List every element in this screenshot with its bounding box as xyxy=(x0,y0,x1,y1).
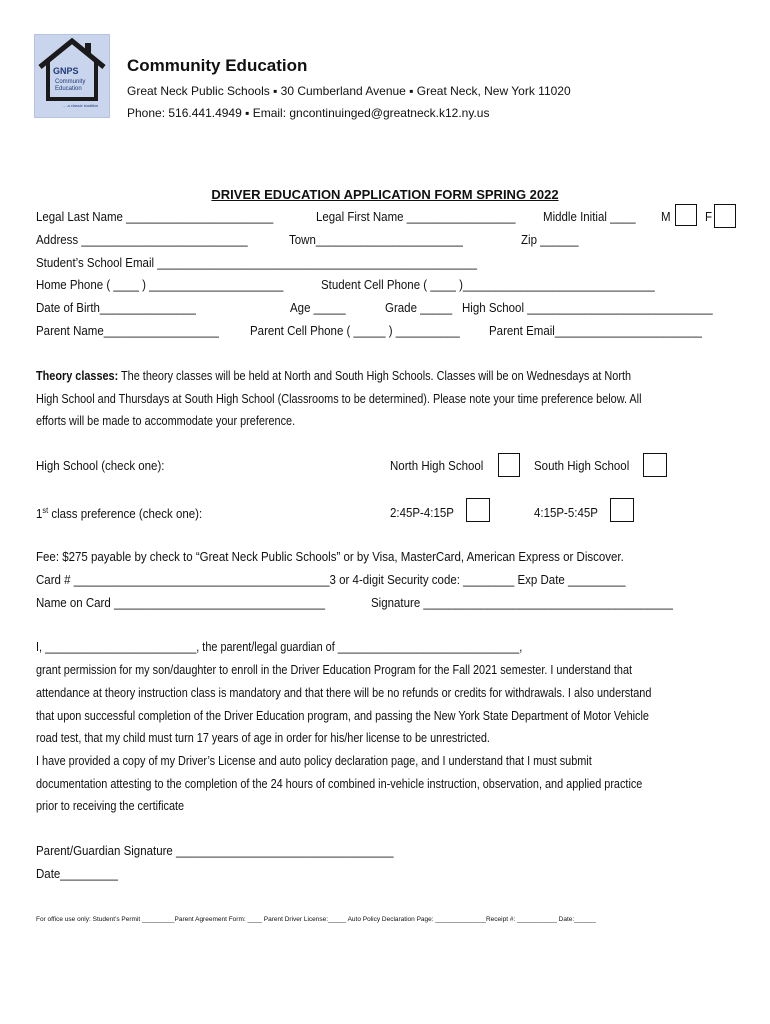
card-number-field[interactable]: Card # ________________________________________3 or 4-digit Security code: ________ Exp Date _________ xyxy=(36,573,626,587)
office-use-line: For office use only: Student’s Permit _________Parent Agreement Form: ____ Parent Driver License:_____ Auto Policy Declaration Page: ______________Receipt #: ___________ Date:______ xyxy=(36,916,596,923)
org-contact: Phone: 516.441.4949 ▪ Email: gncontinuinged@greatneck.k12.ny.us xyxy=(127,106,490,120)
parent-name-field[interactable]: Parent Name__________________ xyxy=(36,324,219,338)
south-high-label: South High School xyxy=(534,459,630,473)
consent-line-2: grant permission for my son/daughter to enroll in the Driver Education Program for the Fall 2021 semester. I understand that xyxy=(36,663,633,677)
theory-line-2: High School and Thursdays at South High School (Classrooms to be determined). Please note your time preference below. All xyxy=(36,392,642,406)
zip-field[interactable]: Zip ______ xyxy=(521,233,579,247)
theory-line-1 xyxy=(36,369,706,383)
consent-line-4: that upon successful completion of the Driver Education program, and passing the New York State Department of Motor Vehicle xyxy=(36,709,649,723)
name-on-card-field[interactable]: Name on Card _________________________________ xyxy=(36,596,326,610)
logo-community-text: Community xyxy=(55,79,86,85)
consent-line-6: I have provided a copy of my Driver’s License and auto policy declaration page, and I understand that I must submit xyxy=(36,754,592,768)
gender-m-checkbox[interactable] xyxy=(675,204,697,226)
parent-email-field[interactable]: Parent Email_______________________ xyxy=(489,324,702,338)
time-415-checkbox[interactable] xyxy=(610,498,634,522)
consent-line-5: road test, that my child must turn 17 years of age in order for his/her license to be unrestricted. xyxy=(36,731,490,745)
south-high-checkbox[interactable] xyxy=(643,453,667,477)
class-preference-label: 1st class preference (check one): xyxy=(36,506,203,522)
grade-field[interactable]: Grade _____ xyxy=(385,301,453,315)
org-name: Community Education xyxy=(127,56,308,75)
parent-signature-field[interactable]: Parent/Guardian Signature __________________________________ xyxy=(36,844,394,858)
logo-education-text: Education xyxy=(55,86,82,92)
north-high-label: North High School xyxy=(390,459,484,473)
fee-text: Fee: $275 payable by check to “Great Neck Public Schools” or by Visa, MasterCard, American Express or Discover. xyxy=(36,550,624,564)
north-high-checkbox[interactable] xyxy=(498,453,520,477)
high-school-choice-label: High School (check one): xyxy=(36,459,165,473)
consent-line-8: prior to receiving the certificate xyxy=(36,799,185,813)
signature-date-field[interactable]: Date_________ xyxy=(36,867,118,881)
theory-line-3: efforts will be made to accommodate your preference. xyxy=(36,414,296,428)
legal-last-name-field[interactable]: Legal Last Name _______________________ xyxy=(36,210,274,224)
theory-text-1: The theory classes will be held at North and South High Schools. Classes will be on Wednesdays at North xyxy=(118,369,632,383)
gender-m-label: M xyxy=(661,210,671,224)
time-415-label: 4:15P-5:45P xyxy=(534,506,598,520)
home-phone-field[interactable]: Home Phone ( ____ ) _____________________ xyxy=(36,278,284,292)
time-245-label: 2:45P-4:15P xyxy=(390,506,454,520)
address-field[interactable]: Address __________________________ xyxy=(36,233,248,247)
consent-line-3: attendance at theory instruction class is mandatory and that there will be no refunds or credits for withdrawals. I also understand xyxy=(36,686,652,700)
gnps-logo xyxy=(34,34,110,118)
theory-label: Theory classes: xyxy=(36,369,119,383)
card-signature-field[interactable]: Signature _______________________________________ xyxy=(371,596,673,610)
form-title: DRIVER EDUCATION APPLICATION FORM SPRING 2022 xyxy=(211,187,559,202)
student-cell-field[interactable]: Student Cell Phone ( ____ )______________________________ xyxy=(321,278,655,292)
age-field[interactable]: Age _____ xyxy=(290,301,346,315)
student-email-field[interactable]: Student’s School Email __________________________________________________ xyxy=(36,256,478,270)
middle-initial-field[interactable]: Middle Initial ____ xyxy=(543,210,636,224)
logo-gnps-text: GNPS xyxy=(53,66,79,76)
consent-line-1[interactable]: I, _________________________, the parent/legal guardian of ______________________________, xyxy=(36,640,523,654)
org-address: Great Neck Public Schools ▪ 30 Cumberland Avenue ▪ Great Neck, New York 11020 xyxy=(127,84,571,98)
legal-first-name-field[interactable]: Legal First Name _________________ xyxy=(316,210,516,224)
date-of-birth-field[interactable]: Date of Birth_______________ xyxy=(36,301,196,315)
gender-f-label: F xyxy=(705,210,713,224)
time-245-checkbox[interactable] xyxy=(466,498,490,522)
high-school-field[interactable]: High School _____________________________ xyxy=(462,301,713,315)
parent-cell-field[interactable]: Parent Cell Phone ( _____ ) __________ xyxy=(250,324,460,338)
consent-line-7: documentation attesting to the completion of the 24 hours of combined in-vehicle instruction, observation, and applied practice xyxy=(36,777,643,791)
gender-f-checkbox[interactable] xyxy=(714,204,736,228)
logo-tagline: ... a classic tradition xyxy=(63,103,99,108)
town-field[interactable]: Town_______________________ xyxy=(289,233,463,247)
